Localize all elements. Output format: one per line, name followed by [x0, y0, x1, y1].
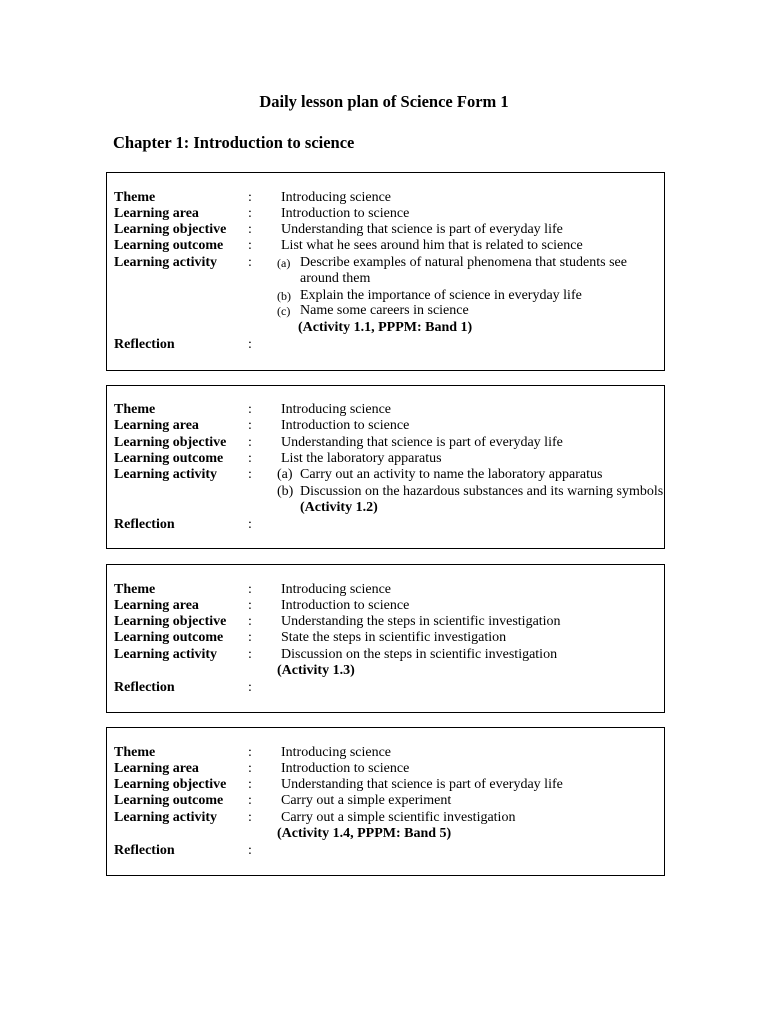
- learning-objective-value: Understanding that science is part of everyday life: [281, 435, 563, 450]
- learning-objective-label: Learning objective: [114, 222, 227, 237]
- colon: :: [248, 467, 252, 482]
- learning-area-label: Learning area: [114, 761, 199, 776]
- learning-objective-row: [107, 614, 664, 631]
- colon: :: [248, 793, 252, 808]
- learning-objective-value: Understanding that science is part of everyday life: [281, 777, 563, 792]
- theme-row: [107, 190, 664, 207]
- colon: :: [248, 402, 252, 417]
- learning-area-row: [107, 761, 664, 778]
- activity-reference-row: [107, 826, 664, 843]
- learning-area-value: Introduction to science: [281, 206, 410, 221]
- learning-outcome-row: [107, 451, 664, 468]
- learning-activity-label: Learning activity: [114, 255, 218, 270]
- activity-marker: (a): [277, 467, 293, 482]
- activity-reference-row: [107, 320, 664, 337]
- theme-label: Theme: [114, 190, 156, 205]
- learning-area-value: Introduction to science: [281, 598, 410, 613]
- learning-area-row: [107, 418, 664, 435]
- colon: :: [248, 418, 252, 433]
- learning-activity-label: Learning activity: [114, 467, 218, 482]
- activity-reference: (Activity 1.4, PPPM: Band 5): [277, 826, 452, 841]
- learning-outcome-row: [107, 793, 664, 810]
- reflection-label: Reflection: [114, 517, 175, 532]
- lesson-plan-card-2: [106, 385, 665, 549]
- learning-outcome-label: Learning outcome: [114, 630, 224, 645]
- learning-area-label: Learning area: [114, 418, 199, 433]
- lesson-plan-card-3: [106, 564, 665, 713]
- colon: :: [248, 451, 252, 466]
- learning-outcome-value: List the laboratory apparatus: [281, 451, 442, 466]
- activity-marker: (a): [277, 256, 291, 270]
- activity-marker: (b): [277, 289, 291, 303]
- learning-outcome-value: List what he sees around him that is related to science: [281, 238, 583, 253]
- colon: :: [248, 761, 252, 776]
- learning-area-value: Introduction to science: [281, 418, 410, 433]
- activity-item: Describe examples of natural phenomena that students see: [300, 255, 627, 270]
- learning-area-label: Learning area: [114, 206, 199, 221]
- activity-reference-row: [107, 663, 664, 680]
- activity-row: [107, 303, 664, 320]
- colon: :: [248, 337, 252, 352]
- activity-item-continuation: around them: [300, 271, 371, 286]
- learning-area-row: [107, 598, 664, 615]
- colon: :: [248, 745, 252, 760]
- learning-activity-row: [107, 647, 664, 664]
- theme-label: Theme: [114, 402, 156, 417]
- colon: :: [248, 190, 252, 205]
- theme-row: [107, 402, 664, 419]
- colon: :: [248, 810, 252, 825]
- colon: :: [248, 777, 252, 792]
- learning-area-label: Learning area: [114, 598, 199, 613]
- colon: :: [248, 630, 252, 645]
- activity-reference: (Activity 1.1, PPPM: Band 1): [298, 320, 473, 335]
- learning-activity-value: Carry out a simple scientific investigation: [281, 810, 516, 825]
- reflection-label: Reflection: [114, 680, 175, 695]
- theme-label: Theme: [114, 745, 156, 760]
- activity-marker: (b): [277, 484, 294, 499]
- colon: :: [248, 206, 252, 221]
- activity-item: Discussion on the hazardous substances and its warning symbols: [300, 484, 664, 499]
- activity-item: Explain the importance of science in everyday life: [300, 288, 582, 303]
- reflection-row: [107, 337, 664, 354]
- colon: :: [248, 517, 252, 532]
- learning-activity-row: [107, 255, 664, 272]
- reflection-label: Reflection: [114, 337, 175, 352]
- chapter-heading: Chapter 1: Introduction to science: [113, 133, 355, 152]
- learning-outcome-value: State the steps in scientific investigation: [281, 630, 507, 645]
- reflection-label: Reflection: [114, 843, 175, 858]
- learning-objective-row: [107, 222, 664, 239]
- learning-outcome-label: Learning outcome: [114, 238, 224, 253]
- learning-objective-label: Learning objective: [114, 435, 227, 450]
- theme-label: Theme: [114, 582, 156, 597]
- learning-activity-label: Learning activity: [114, 810, 218, 825]
- learning-outcome-row: [107, 238, 664, 255]
- page-title: Daily lesson plan of Science Form 1: [259, 92, 509, 111]
- learning-activity-label: Learning activity: [114, 647, 218, 662]
- reflection-row: [107, 843, 664, 860]
- colon: :: [248, 222, 252, 237]
- colon: :: [248, 843, 252, 858]
- learning-activity-row: [107, 810, 664, 827]
- activity-row: [107, 484, 664, 501]
- colon: :: [248, 238, 252, 253]
- activity-item: Name some careers in science: [300, 303, 469, 318]
- learning-objective-row: [107, 435, 664, 452]
- learning-outcome-label: Learning outcome: [114, 451, 224, 466]
- colon: :: [248, 435, 252, 450]
- activity-reference-row: [107, 500, 664, 517]
- theme-value: Introducing science: [281, 582, 392, 597]
- learning-objective-row: [107, 777, 664, 794]
- learning-area-row: [107, 206, 664, 223]
- reflection-row: [107, 680, 664, 697]
- theme-row: [107, 582, 664, 599]
- colon: :: [248, 598, 252, 613]
- learning-objective-value: Understanding that science is part of everyday life: [281, 222, 563, 237]
- learning-outcome-label: Learning outcome: [114, 793, 224, 808]
- learning-objective-value: Understanding the steps in scientific investigation: [281, 614, 561, 629]
- learning-objective-label: Learning objective: [114, 777, 227, 792]
- lesson-plan-card-1: [106, 172, 665, 371]
- colon: :: [248, 582, 252, 597]
- theme-value: Introducing science: [281, 190, 392, 205]
- activity-marker: (c): [277, 304, 291, 318]
- theme-value: Introducing science: [281, 745, 392, 760]
- theme-row: [107, 745, 664, 762]
- colon: :: [248, 647, 252, 662]
- learning-activity-value: Discussion on the steps in scientific investigation: [281, 647, 558, 662]
- activity-item: Carry out an activity to name the laboratory apparatus: [300, 467, 603, 482]
- activity-continuation-row: [107, 271, 664, 288]
- reflection-row: [107, 517, 664, 534]
- learning-objective-label: Learning objective: [114, 614, 227, 629]
- learning-outcome-value: Carry out a simple experiment: [281, 793, 452, 808]
- theme-value: Introducing science: [281, 402, 392, 417]
- learning-outcome-row: [107, 630, 664, 647]
- colon: :: [248, 614, 252, 629]
- colon: :: [248, 680, 252, 695]
- learning-area-value: Introduction to science: [281, 761, 410, 776]
- learning-activity-row: [107, 467, 664, 484]
- activity-reference: (Activity 1.2): [300, 500, 378, 515]
- colon: :: [248, 255, 252, 270]
- activity-reference: (Activity 1.3): [277, 663, 355, 678]
- lesson-plan-card-4: [106, 727, 665, 876]
